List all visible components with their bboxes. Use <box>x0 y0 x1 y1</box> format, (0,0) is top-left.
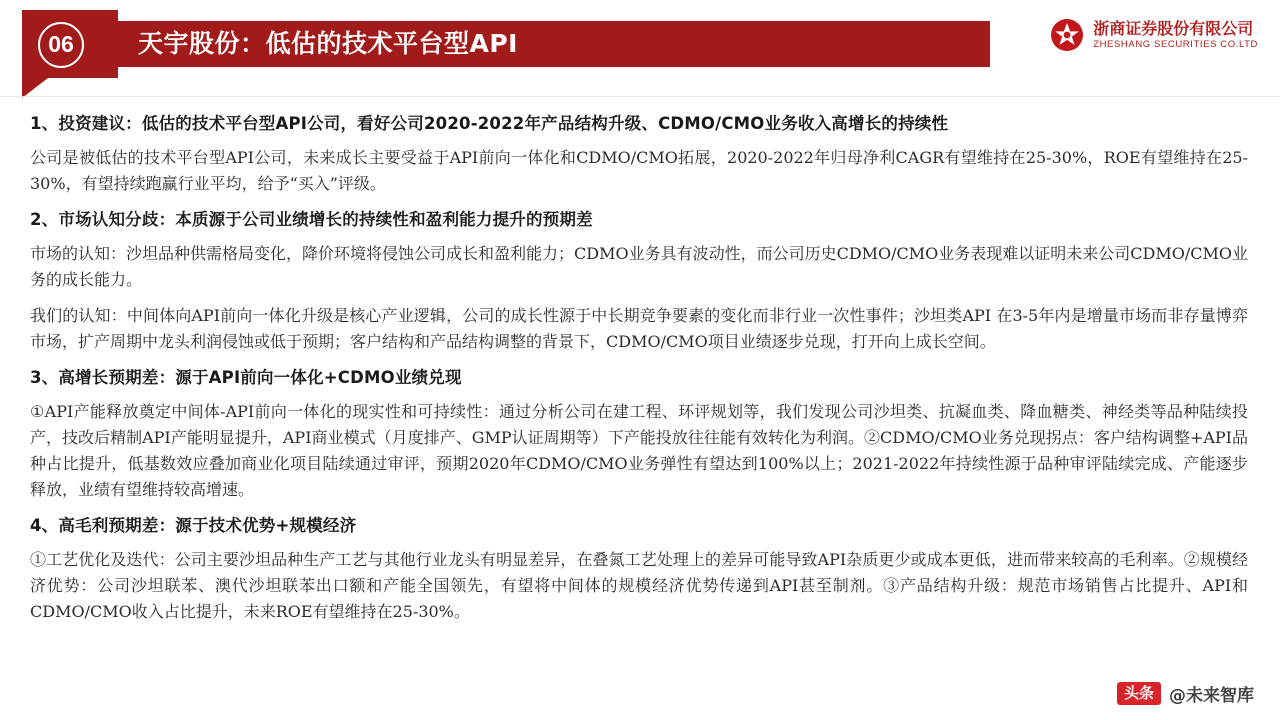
logo-company-name-cn: 浙商证券股份有限公司 <box>1093 19 1254 39</box>
logo-text-block <box>1093 19 1258 51</box>
section-paragraph: 公司是被低估的技术平台型API公司，未来成长主要受益于API前向一体化和CDMO/CMO拓展，2020-2022年归母净利CAGR有望维持在25-30%，ROE有望维持在25-30%，有望持续跑赢行业平均，给予“买入”评级。 <box>30 147 1248 193</box>
slide-number-badge <box>22 10 118 98</box>
company-logo <box>1050 18 1258 52</box>
section-paragraph: ①API产能释放奠定中间体-API前向一体化的现实性和可持续性：通过分析公司在建工程、环评规划等，我们发现公司沙坦类、抗凝血类、降血糖类、神经类等品种陆续投产，技改后精制API产能明显提升，API商业模式（月度排产、GMP认证周期等）下产能投放往往能有效转化为利润。②CDMO/CMO业务兑现拐点：客户结构调整+API品种占比提升，低基数效应叠加商业化项目陆续通过审评，预期2020年CDMO/CMO业务弹性有望达到100%以上；2021-2022年持续性源于品种审评陆续完成、产能逐步释放，业绩有望维持较高增速。 <box>30 402 1248 499</box>
zheshang-securities-logo-icon <box>1050 18 1084 52</box>
page-title: 天宇股份：低估的技术平台型API <box>138 29 518 58</box>
watermark <box>1117 681 1254 706</box>
header-divider <box>0 96 1280 97</box>
watermark-badge: 头条 <box>1117 682 1161 706</box>
section-investment-advice <box>30 112 1248 197</box>
section-heading: 4、高毛利预期差：源于技术优势+规模经济 <box>30 515 357 535</box>
section-paragraph: ①工艺优化及迭代：公司主要沙坦品种生产工艺与其他行业龙头有明显差异，在叠氮工艺处理上的差异可能导致API杂质更少或成本更低，进而带来较高的毛利率。②规模经济优势：公司沙坦联苯、澳代沙坦联苯出口额和产能全国领先，有望将中间体的规模经济优势传递到API甚至制剂。③产品结构升级：规范市场销售占比提升、API和CDMO/CMO收入占比提升，未来ROE有望维持在25-30%。 <box>30 549 1248 621</box>
badge-notch-shape <box>22 78 48 98</box>
slide-number-label: 06 <box>48 31 74 57</box>
section-paragraph: 我们的认知：中间体向API前向一体化升级是核心产业逻辑，公司的成长性源于中长期竞争要素的变化而非行业一次性事件；沙坦类API 在3-5年内是增量市场而非存量博弈市场，扩产周期中龙头利润侵蚀或低于预期；客户结构和产品结构调整的背景下，CDMO/CMO项目业绩逐步兑现，打开向上成长空间。 <box>30 306 1248 352</box>
logo-company-name-en: ZHESHANG SECURITIES CO.LTD <box>1093 39 1258 51</box>
section-heading: 2、市场认知分歧：本质源于公司业绩增长的持续性和盈利能力提升的预期差 <box>30 209 593 229</box>
section-paragraph: 市场的认知：沙坦品种供需格局变化，降价环境将侵蚀公司成长和盈利能力；CDMO业务具有波动性，而公司历史CDMO/CMO业务表现难以证明未来公司CDMO/CMO业务的成长能力。 <box>30 243 1248 289</box>
section-margin-expectation-gap <box>30 514 1248 625</box>
slide-content <box>30 112 1248 635</box>
slide-header <box>0 0 1280 98</box>
section-heading: 3、高增长预期差：源于API前向一体化+CDMO业绩兑现 <box>30 368 462 388</box>
section-heading: 1、投资建议：低估的技术平台型API公司，看好公司2020-2022年产品结构升级、CDMO/CMO业务收入高增长的持续性 <box>30 114 949 133</box>
watermark-text: @未来智库 <box>1169 686 1254 706</box>
section-market-divergence <box>30 208 1248 356</box>
section-growth-expectation-gap <box>30 366 1248 503</box>
